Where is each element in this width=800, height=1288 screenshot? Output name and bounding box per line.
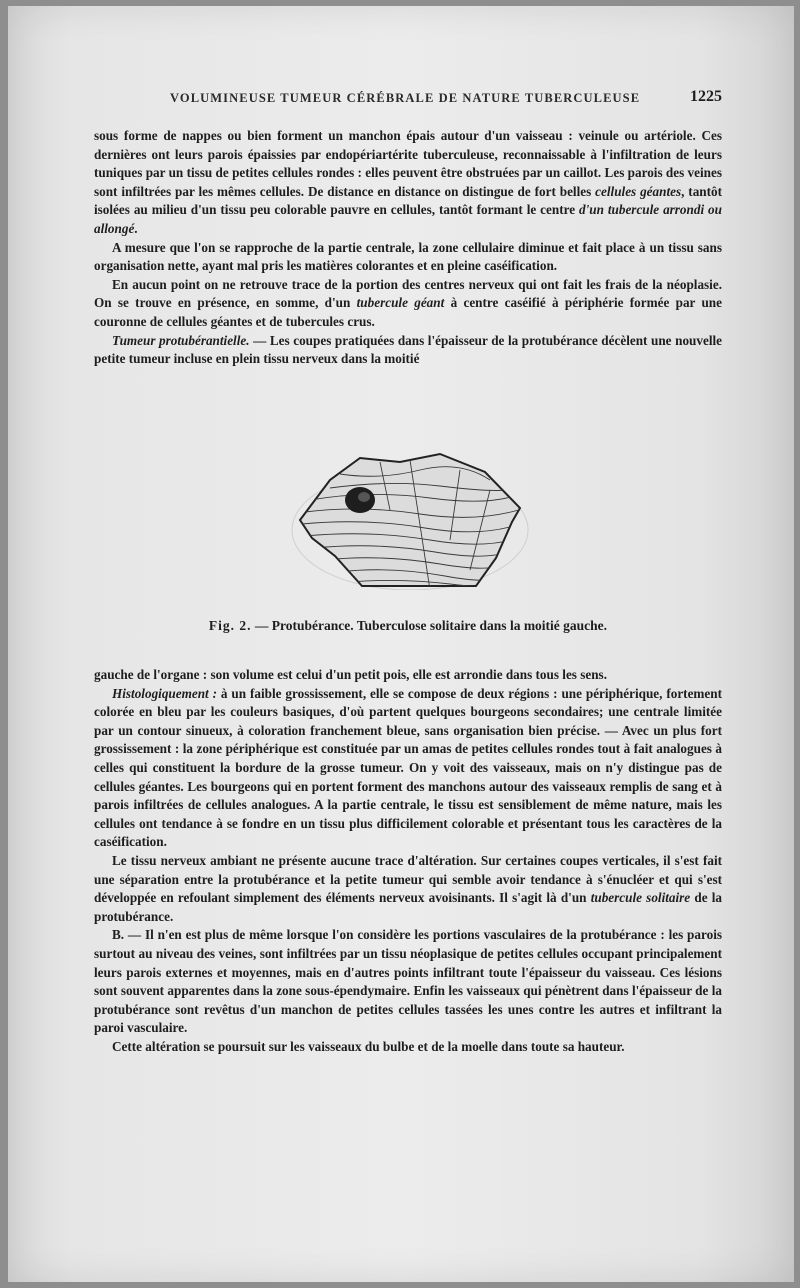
paragraph-3: En aucun point on ne retrouve trace de la portion des centres nerveux qui ont fait les frais de la néoplasie. On se trouve en présence, en somme, d'un tubercule géant à centre caséifié à périphérie formée par une couronne de cellules géantes et de tubercules crus. [94,276,722,329]
figure-label: Fig. 2. [208,618,252,633]
page-number: 1225 [690,88,722,105]
paragraph-5: gauche de l'organe : son volume est celui d'un petit pois, elle est arrondie dans tous les sens. [94,667,607,682]
figure-protuberance [290,450,530,590]
figure-caption [94,618,722,634]
figure-caption-text: — Protubérance. Tuberculose solitaire dans la moitié gauche. [251,618,608,633]
text-block-bottom [94,666,722,1056]
paragraph-4: Tumeur protubérantielle. — Les coupes pratiquées dans l'épaisseur de la protubérance décèlent une nouvelle petite tumeur incluse en plein tissu nerveux dans la moitié [94,332,722,367]
paragraph-1: sous forme de nappes ou bien forment un manchon épais autour d'un vaisseau : veinule ou artériole. Ces dernières ont leurs parois épaissies par endopériartérite tuberculeuse, reconnaissable à l'infiltration de leurs tuniques par un tissu de petites cellules rondes : elles peuvent être obstruées par un caillot. Les parois des veines sont infiltrées par les mêmes cellules. De distance en distance on distingue de fort belles cellules géantes, tantôt isolées au milieu d'un tissu peu colorable pauvre en cellules, tantôt formant le centre d'un tubercule arrondi ou allongé. [94,128,723,236]
paragraph-9: Cette altération se poursuit sur les vaisseaux du bulbe et de la moelle dans toute sa hauteur. [112,1038,625,1054]
paragraph-2: A mesure que l'on se rapproche de la partie centrale, la zone cellulaire diminue et fait place à un tissu sans organisation nette, ayant mal pris les matières colorantes et en pleine caséification. [94,239,722,274]
paragraph-7: Le tissu nerveux ambiant ne présente aucune trace d'altération. Sur certaines coupes verticales, il s'est fait une séparation entre la protubérance et la petite tumeur qui semble avoir tendance à s'énucléer et qui s'est développée en refoulant simplement des éléments nerveux avoisinants. Il s'agit là d'un tubercule solitaire de la protubérance. [94,852,722,924]
text-block-top [94,127,722,369]
paragraph-6: Histologiquement : à un faible grossissement, elle se compose de deux régions : une périphérique, fortement colorée en bleu par les couleurs basiques, d'où partent quelques bourgeons secondaires; une centrale limitée par un contour sinueux, à coloration franchement bleue, sans organisation bien précise. — Avec un plus fort grossissement : la zone périphérique est constituée par un amas de petites cellules rondes tout à fait analogues à celles qui constituent la bordure de la grosse tumeur. On y voit des vaisseaux, mais on n'y distingue pas de cellules géantes. Les bourgeons qui en portent forment des manchons autour des vaisseaux remplis de sang et à parois infiltrées de cellules analogues. A la partie centrale, le tissu est sensiblement de même nature, mais les cellules ont tendance à se fondre en un tissu plus difficilement colorable et présentant tous les caractères de la caséification. [94,685,722,850]
protuberance-drawing [290,450,530,590]
paragraph-8: B. — Il n'en est plus de même lorsque l'on considère les portions vasculaires de la protubérance : les parois surtout au niveau des veines, sont infiltrées par un tissu néoplasique de petites cellules occupant principalement leurs parois externes et moyennes, mais en d'autres points infiltrant toute l'épaisseur du vaisseau. Ces lésions sont souvent apparentes dans la zone sous-épendymaire. Enfin les vaisseaux qui pénètrent dans l'épaisseur de la protubérance sont revêtus d'un manchon de petites cellules tassées les unes contre les autres et infiltrant la paroi vasculaire. [94,927,722,1036]
page-header [94,88,722,112]
running-title: VOLUMINEUSE TUMEUR CÉRÉBRALE DE NATURE TUBERCULEUSE [170,91,641,105]
